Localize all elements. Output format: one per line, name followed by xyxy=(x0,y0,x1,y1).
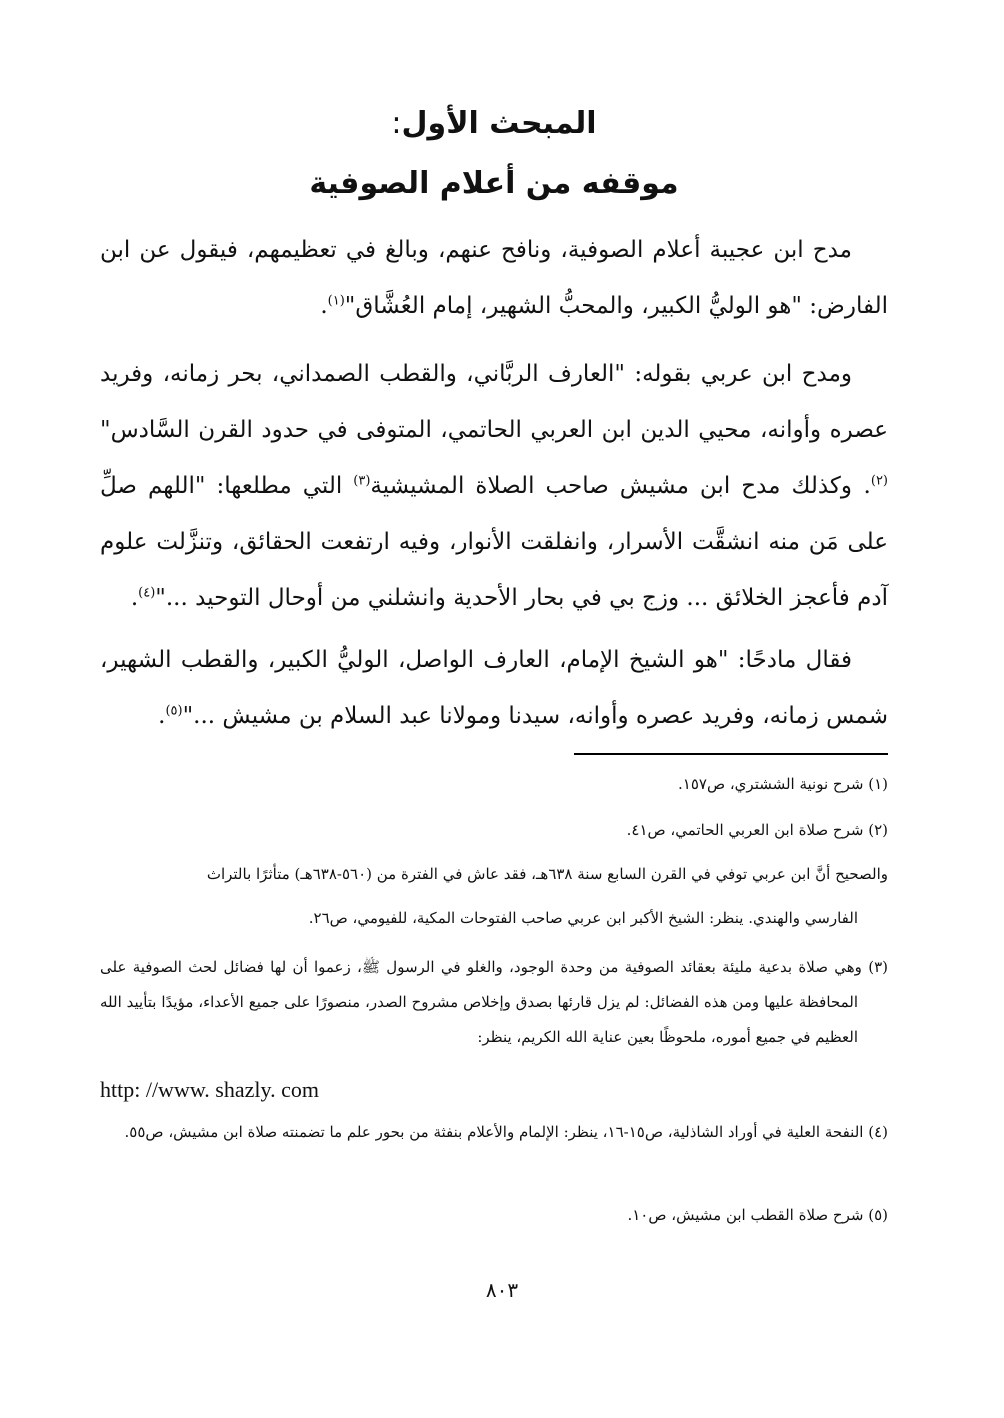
paragraph-1 xyxy=(100,222,888,334)
footnote-1: (١) شرح نونية الششتري، ص١٥٧. xyxy=(677,775,888,793)
footnote-ref: (٤) xyxy=(138,585,156,601)
paragraph-4 xyxy=(100,632,888,744)
section-subtitle: موقفه من أعلام الصوفية xyxy=(309,166,679,201)
section-heading xyxy=(100,100,888,148)
footnote-5: (٥) شرح صلاة القطب ابن مشيش، ص١٠. xyxy=(627,1206,888,1224)
paragraph-text: ومدح ابن عربي بقوله: "العارف الربَّاني، والقطب الصمداني، بحر زمانه، وفريد عصره وأوانه، محيي الدين ابن العربي الحاتمي، المتوفى في حدود القرن السَّادس" xyxy=(100,361,888,443)
footnote-2-note-cont: الفارسي والهندي. ينظر: الشيخ الأكبر ابن عربي صاحب الفتوحات المكية، للفيومي، ص٢٦. xyxy=(308,909,858,927)
page-number: ٨٠٣ xyxy=(485,1278,519,1302)
footnote-ref: (٢) xyxy=(870,473,888,489)
footnote-4: (٤) النفحة العلية في أوراد الشاذلية، ص١٥-١٦، ينظر: الإلمام والأعلام بنفثة من بحور علم ما تضمنته صلاة ابن مشيش، ص٥٥. xyxy=(124,1123,888,1141)
paragraph-text: مدح ابن عجيبة أعلام الصوفية، ونافح عنهم، وبالغ في تعظيمهم، فيقول عن ابن الفارض: "هو الوليُّ الكبير، والمحبُّ الشهير، إمام العُشَّاق" xyxy=(100,237,888,319)
footnote-divider xyxy=(574,753,888,755)
paragraph-text-before: وكذلك مدح ابن مشيش صاحب الصلاة المشيشية xyxy=(370,473,852,499)
paragraph-text: فقال مادحًا: "هو الشيخ الإمام، العارف الواصل، الوليُّ الكبير، والقطب الشهير، شمس زمانه، وفريد عصره وأوانه، سيدنا ومولانا عبد السلام بن مشيش ..." xyxy=(100,647,888,729)
footnote-ref: (٥) xyxy=(165,703,183,719)
footnote-2-note: والصحيح أنَّ ابن عربي توفي في القرن السابع سنة ٦٣٨هـ، فقد عاش في الفترة من (٥٦٠-٦٣٨هـ) متأثرًا بالتراث xyxy=(206,865,888,883)
paragraph-end: . xyxy=(158,703,166,729)
footnote-3-url: http: //www. shazly. com xyxy=(100,1077,319,1102)
paragraph-end: . xyxy=(320,293,328,319)
paragraph-3 xyxy=(100,458,888,626)
paragraph-text-after: التي مطلعها: "اللهم صلِّ على مَن منه انشقَّت الأسرار، وانفلقت الأنوار، وفيه ارتفعت الحقائق، وتنزَّلت علوم آدم فأعجز الخلائق ... وزج بي في بحار الأحدية وانشلني من أوحال التوحيد ..." xyxy=(100,473,888,611)
footnote-ref: (٣) xyxy=(353,473,371,489)
footnote-ref: (١) xyxy=(327,293,345,309)
section-heading-colon: : xyxy=(391,106,402,141)
paragraph-end: . xyxy=(130,585,139,611)
paragraph-end: . xyxy=(863,473,871,499)
section-heading-text: المبحث الأول xyxy=(401,106,597,141)
footnote-2: (٢) شرح صلاة ابن العربي الحاتمي، ص٤١. xyxy=(626,821,888,839)
footnote-3: (٣) وهي صلاة بدعية مليئة بعقائد الصوفية من وحدة الوجود، والغلو في الرسول ﷺ، زعموا أن لها فضائل لحث الصوفية على المحافظة عليها ومن هذه الفضائل: لم يزل قارئها بصدق وإخلاص مشروح الصدر، منصورًا على جميع الأعداء، مؤيدًا بتأييد الله العظيم في جميع أموره، ملحوظًا بعين عناية الله الكريم، ينظر: xyxy=(100,958,888,1046)
